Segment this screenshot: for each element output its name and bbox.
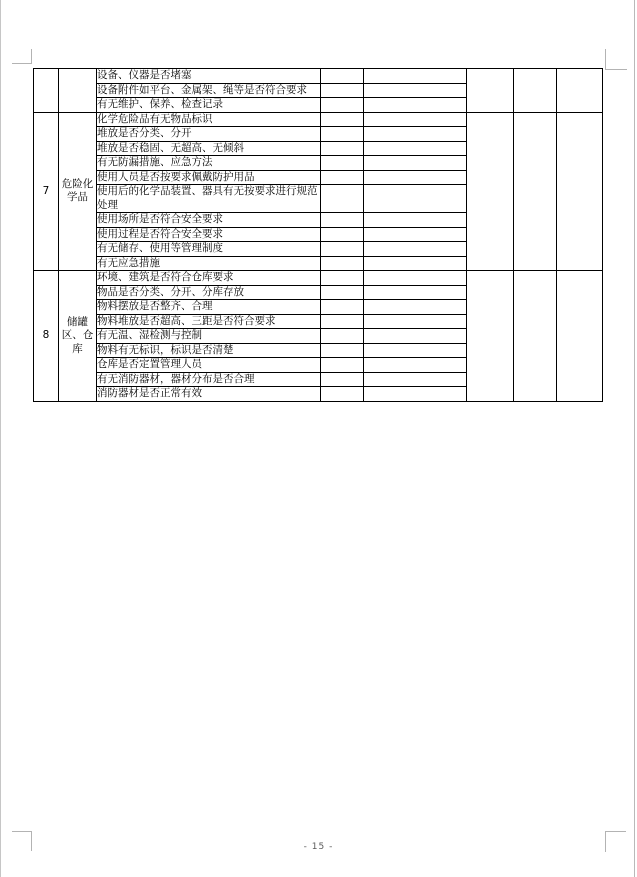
- checklist-item-cell: 物品是否分类、分开、分库存放: [97, 285, 321, 300]
- page-edge-right: [634, 0, 635, 877]
- result-cell-a: [321, 343, 364, 358]
- result-cell-b: [364, 112, 467, 127]
- result-cell-a: [321, 98, 364, 113]
- checklist-item-cell: 有无维护、保养、检查记录: [97, 98, 321, 113]
- result-cell-a: [321, 329, 364, 344]
- checklist-item-cell: 有无应急措施: [97, 256, 321, 271]
- result-cell-a: [321, 271, 364, 286]
- crop-mark-top-left: [12, 49, 32, 64]
- result-cell-a: [321, 285, 364, 300]
- checklist-item-cell: 物料摆放是否整齐、合理: [97, 300, 321, 315]
- result-cell-a: [321, 69, 364, 84]
- checklist-item-cell: 化学危险品有无物品标识: [97, 112, 321, 127]
- result-cell-b: [364, 170, 467, 185]
- checklist-item-cell: 使用人员是否按要求佩戴防护用品: [97, 170, 321, 185]
- result-cell-a: [321, 242, 364, 257]
- result-cell-a: [321, 227, 364, 242]
- result-cell-b: [364, 185, 467, 213]
- result-cell-a: [321, 156, 364, 171]
- result-cell-e: [557, 112, 603, 271]
- result-cell-a: [321, 170, 364, 185]
- checklist-item-cell: 使用场所是否符合安全要求: [97, 213, 321, 228]
- result-cell-a: [321, 387, 364, 402]
- checklist-item-cell: 有无防漏措施、应急方法: [97, 156, 321, 171]
- result-cell-b: [364, 256, 467, 271]
- result-cell-e: [557, 69, 603, 113]
- result-cell-b: [364, 213, 467, 228]
- result-cell-b: [364, 314, 467, 329]
- item-number-cell: 7: [34, 112, 59, 271]
- result-cell-c: [467, 112, 514, 271]
- result-cell-a: [321, 358, 364, 373]
- result-cell-b: [364, 69, 467, 84]
- page-edge-left: [0, 0, 1, 877]
- result-cell-d: [514, 271, 557, 402]
- result-cell-b: [364, 285, 467, 300]
- result-cell-b: [364, 271, 467, 286]
- result-cell-a: [321, 256, 364, 271]
- result-cell-e: [557, 271, 603, 402]
- result-cell-b: [364, 343, 467, 358]
- category-cell: 危险化学品: [59, 112, 97, 271]
- checklist-item-cell: 有无温、湿检测与控制: [97, 329, 321, 344]
- result-cell-c: [467, 69, 514, 113]
- result-cell-b: [364, 329, 467, 344]
- table-body: [34, 69, 603, 402]
- checklist-item-cell: 物料堆放是否超高、三距是否符合要求: [97, 314, 321, 329]
- checklist-item-cell: 设备附件如平台、金属架、绳等是否符合要求: [97, 83, 321, 98]
- result-cell-d: [514, 112, 557, 271]
- result-cell-c: [467, 271, 514, 402]
- safety-inspection-checklist-table: [33, 68, 603, 402]
- result-cell-a: [321, 83, 364, 98]
- result-cell-b: [364, 242, 467, 257]
- checklist-item-cell: 环境、建筑是否符合仓库要求: [97, 271, 321, 286]
- checklist-item-cell: 有无消防器材，器材分布是否合理: [97, 372, 321, 387]
- result-cell-b: [364, 227, 467, 242]
- checklist-item-cell: 消防器材是否正常有效: [97, 387, 321, 402]
- result-cell-a: [321, 300, 364, 315]
- result-cell-d: [514, 69, 557, 113]
- result-cell-b: [364, 127, 467, 142]
- result-cell-b: [364, 387, 467, 402]
- result-cell-b: [364, 372, 467, 387]
- checklist-row: [34, 271, 603, 286]
- result-cell-a: [321, 372, 364, 387]
- checklist-item-cell: 仓库是否定置管理人员: [97, 358, 321, 373]
- result-cell-b: [364, 156, 467, 171]
- page-number: - 15 -: [303, 842, 334, 852]
- item-number-cell: 8: [34, 271, 59, 402]
- result-cell-b: [364, 300, 467, 315]
- result-cell-b: [364, 83, 467, 98]
- checklist-item-cell: 使用过程是否符合安全要求: [97, 227, 321, 242]
- category-cell: [59, 69, 97, 113]
- result-cell-b: [364, 358, 467, 373]
- checklist-item-cell: 堆放是否分类、分开: [97, 127, 321, 142]
- checklist-item-cell: 有无储存、使用等管理制度: [97, 242, 321, 257]
- result-cell-a: [321, 112, 364, 127]
- checklist-row: [34, 112, 603, 127]
- checklist-row: [34, 69, 603, 84]
- result-cell-b: [364, 141, 467, 156]
- checklist-item-cell: 堆放是否稳固、无超高、无倾斜: [97, 141, 321, 156]
- category-cell: 储罐区、仓库: [59, 271, 97, 402]
- checklist-item-cell: 物料有无标识，标识是否清楚: [97, 343, 321, 358]
- result-cell-a: [321, 127, 364, 142]
- result-cell-a: [321, 141, 364, 156]
- result-cell-a: [321, 213, 364, 228]
- checklist-item-cell: 设备、仪器是否堵塞: [97, 69, 321, 84]
- crop-mark-top-right: [605, 49, 627, 70]
- result-cell-a: [321, 314, 364, 329]
- result-cell-b: [364, 98, 467, 113]
- result-cell-a: [321, 185, 364, 213]
- checklist-item-cell: 使用后的化学品装置、器具有无按要求进行规范处理: [97, 185, 321, 213]
- item-number-cell: [34, 69, 59, 113]
